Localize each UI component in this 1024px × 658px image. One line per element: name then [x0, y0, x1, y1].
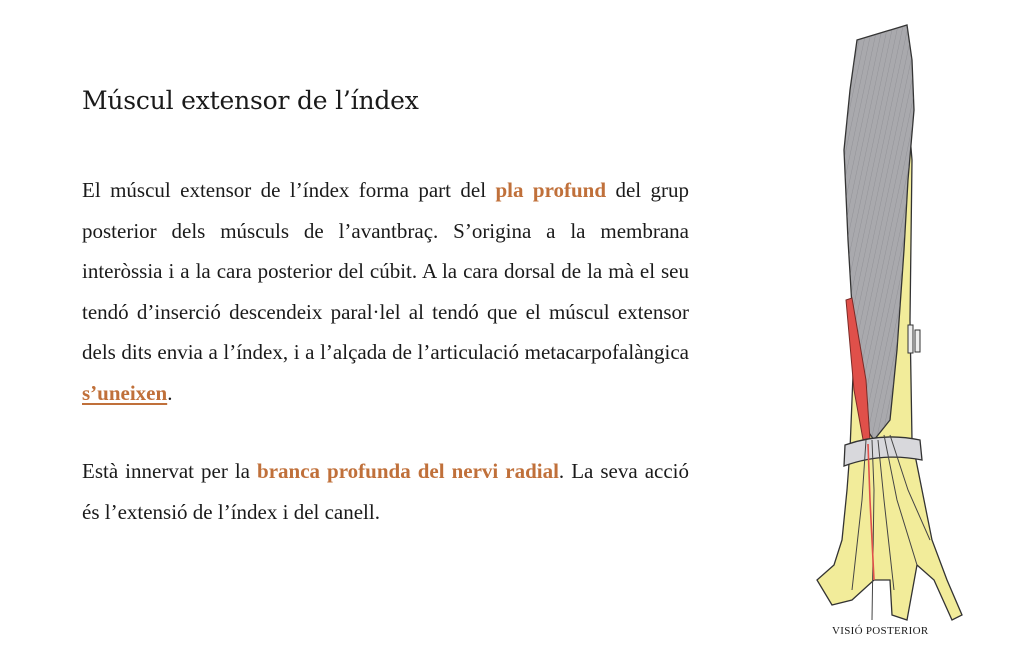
article-body: [82, 170, 689, 532]
paragraph-text: . La seva acció és l’extensió de l’índex i del canell.: [82, 459, 689, 524]
link-pla-profund[interactable]: pla profund: [495, 178, 607, 202]
paragraph-text: del grup posterior dels músculs de l’avantbraç. S’origina a la membrana interòssia i a la cara posterior del cúbit. A la cara dorsal de la mà el seu tendó d’inserció descendeix paral·lel al tendó que el múscul extensor dels dits envia a l’índex, i a l’alçada de l’articulació metacarpofalàngica: [82, 178, 690, 364]
page-title: Múscul extensor de l’índex: [82, 86, 419, 115]
paragraph-text: El múscul extensor de l’índex forma part del: [82, 178, 496, 202]
figure-caption: VISIÓ POSTERIOR: [832, 625, 929, 637]
tendon-stub: [915, 330, 920, 352]
paragraph-description: [82, 170, 689, 413]
forearm-illustration: [812, 20, 972, 630]
link-branca-profunda-nervi-radial[interactable]: branca profunda del nervi radial: [257, 459, 559, 483]
paragraph-text: .: [167, 380, 173, 405]
paragraph-innervation: [82, 451, 689, 532]
tendon-stub: [908, 325, 913, 353]
paragraph-text: Està innervat per la: [82, 459, 258, 483]
link-s-uneixen[interactable]: s’uneixen: [82, 380, 168, 405]
